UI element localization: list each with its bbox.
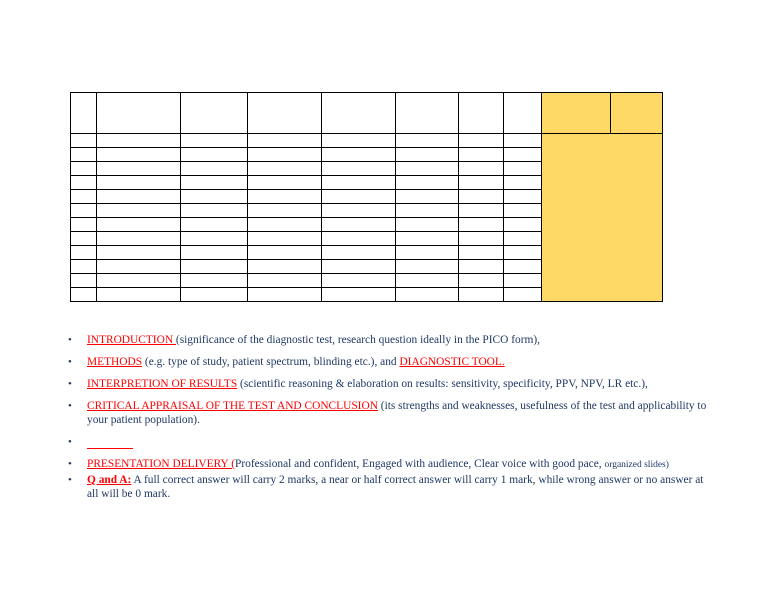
criterion-text: A full correct answer will carry 2 marks, a near or half correct answer will carry 1 mark, while wrong answer or no answer at all will be 0 mark. xyxy=(87,474,704,500)
bullet-icon: • xyxy=(68,334,72,346)
table-cell xyxy=(504,93,542,134)
criterion-label: INTERPRETION OF RESULTS xyxy=(87,378,238,390)
bullet-icon: • xyxy=(68,436,72,448)
table-cell xyxy=(97,93,181,134)
table-header-row xyxy=(71,93,663,134)
list-item-presentation xyxy=(68,457,708,472)
bullet-icon: • xyxy=(68,356,72,368)
criterion-label: Q and A: xyxy=(87,474,132,486)
list-item-blank xyxy=(68,435,708,449)
table-row xyxy=(71,134,663,148)
bullet-icon: • xyxy=(68,400,72,412)
criterion-text: (significance of the diagnostic test, research question ideally in the PICO form), xyxy=(175,334,540,346)
criterion-text: (its strengths and weaknesses, usefulness of the test and applicability to your patient population). xyxy=(87,400,707,426)
bullet-icon: • xyxy=(68,474,72,486)
highlight-cell xyxy=(611,93,663,134)
table-cell xyxy=(71,93,97,134)
criterion-text: Professional and confident, Engaged with audience, Clear voice with good pace, xyxy=(235,458,605,470)
table-cell xyxy=(459,93,504,134)
highlight-block xyxy=(542,134,663,302)
list-item-critical-appraisal xyxy=(68,399,708,427)
criterion-label: INTRODUCTION xyxy=(87,334,176,346)
blank-underline xyxy=(87,437,133,449)
table-cell xyxy=(396,93,459,134)
list-item-introduction xyxy=(68,333,708,347)
list-item-interpretation xyxy=(68,377,708,391)
criterion-text: (scientific reasoning & elaboration on results: sensitivity, specificity, PPV, NPV, LR etc.), xyxy=(237,378,648,390)
criterion-text: (e.g. type of study, patient spectrum, blinding etc.), and xyxy=(142,356,400,368)
criterion-label: CRITICAL APPRAISAL OF THE TEST AND CONCLUSION xyxy=(87,400,378,412)
bullet-icon: • xyxy=(68,378,72,390)
table-cell xyxy=(322,93,396,134)
table-cell xyxy=(248,93,322,134)
marking-grid xyxy=(70,92,663,302)
table-cell xyxy=(181,93,248,134)
list-item-methods xyxy=(68,355,708,369)
bullet-icon: • xyxy=(68,458,72,470)
highlight-cell xyxy=(542,93,611,134)
criterion-label: METHODS xyxy=(87,356,143,368)
list-item-q-and-a xyxy=(68,473,708,501)
criterion-text-small: organized slides) xyxy=(604,460,669,470)
criterion-label: PRESENTATION DELIVERY ( xyxy=(87,458,235,470)
criterion-label-secondary: DIAGNOSTIC TOOL. xyxy=(399,356,505,368)
criteria-list xyxy=(68,333,708,509)
